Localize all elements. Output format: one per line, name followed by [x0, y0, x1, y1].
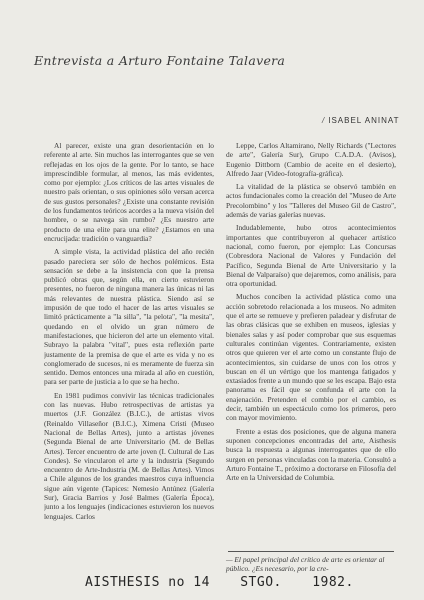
paragraph: Frente a estas dos posiciones, que de alguna manera suponen concepciones encontradas del arte, Aisthesis busca la respuesta a algunas interrogantes que de ello surgen en personas vinculadas con la materia. Consultó a Arturo Fontaine T., próximo a doctorarse en Filosofía del Arte en la Universidad de Columbia. — [226, 426, 396, 483]
handwritten-annotation — [85, 575, 385, 590]
handwritten-year: 1982. — [312, 575, 354, 590]
paragraph: Leppe, Carlos Altamirano, Nelly Richards ("Lectores de arte", Galería Sur), Grupo C.A.D.A. (Avisos), Eugenio Dittborn (Cambio de aceite en el desierto), Alfredo Jaar (Video-fotografía-gráfica). — [226, 141, 396, 178]
paragraph: Muchos conciben la actividad plástica como una acción sobretodo relacionada a los museos. No admiten que el arte se remueve y prefieren paladear y disfrutar de las obras clásicas que se exhiben en museos, iglesias y bienales salas y así poder comprobar que sus esquemas culturales continúan vigentes. Contrariamente, existen otros que quieren ver el arte como un constante flujo de acontecimientos, sin cuidarse de unos con los otros y buscan en él un vértigo que los mantenga fatigados y extasiados frente a un mundo que se les escapa. Bajo esta panorama es fácil que se confunda el arte con la enajenación. Pretenden el combio por el cambio, es decir, también un espectáculo como los primeros, pero con mayor movimiento. — [226, 292, 396, 423]
article-title: Entrevista a Arturo Fontaine Talavera — [34, 53, 286, 68]
quote-divider — [228, 551, 394, 552]
handwritten-city: STGO. — [240, 575, 282, 590]
author-name: ISABEL ANINAT — [328, 116, 400, 125]
left-column — [44, 141, 214, 579]
paragraph: En 1981 pudimos convivir las técnicas tradicionales con las nuevas. Hubo retrospectivas de artistas ya muertos (J.F. González (B.I.C.), de artistas vivos (Reinaldo Villaseñor (B.I.C.), Ximena Cristi (Museo Nacional de Bellas Artes), junto a artistas jóvenes (Segunda Bienal de arte Universitario (M. de Bellas Artes). Tercer encuentro de arte joven (I. Cultural de Las Condes). Se vincularon el arte y la industria (Segundo encuentro de Arte-Industria (M. de Bellas Artes). Vimos a Chile algunos de los grandes maestros cuya influencia sigue aún vigente (Tapices: Nemesio Antúnez (Galería Sur), Gracia Barrios y José Balmes (Galería Época), junto a los lenguajes (indicaciones estuvieron los nuevos lenguajes. Carlos — [44, 390, 214, 521]
handwritten-source: AISTHESIS no 14 — [85, 575, 210, 590]
paragraph: La vitalidad de la plástica se observó también en actos fundacionales como la creación del "Museo de Arte Precolombino" y los "Talleres del Museo Gil de Castro", además de varias galerías nuevas. — [226, 182, 396, 220]
author-byline — [322, 116, 399, 125]
paragraph: A simple vista, la actividad plástica del año recién pasado pareciera ser sólo de hechos polémicos. Esta sensación se debe a la insistencia con que la prensa publicó obras que, según ella, en cierto estuvieron presentes, no fueron de ninguna manera las únicas ni las más relevantes de nuestra plástica. Siendo así se impusión de que todo el hacer de las artes visuales se limitó prácticamente a "la silla", "la pelota", "la mesita", quedando en el olvido un gran número de manifestaciones, que hicieron del arte un elemento vital. Subrayo la palabra "vital", pues esta reflexión parte justamente de la premisa de que el arte es vida y no es conglomerado de sucesos, ni es meramente de fuerza sin sentido. Demos entonces una mirada al año en cuestión, para ser parte de justicia a lo que se ha hecho. — [44, 247, 214, 387]
paragraph: Al parecer, existe una gran desorientación en lo referente al arte. Sin muchos las interrogantes que se ven reflejadas en los ojos de la gente. Por lo tanto, se hace imprescindible formular, al menos, las más evidentes, como por ejemplo: ¿Los críticos de las artes visuales de nuestro país orientan, o sus opiniones sólo versan acerca de sus gustos personales? ¿Existe una constante revisión de los fundamentos teóricos acordes a la nueva visión del hombre, o se navega sin rumbo? ¿Es nuestro arte producto de una elite para una elite? ¿Estamos en una encrucijada: tradición o vanguardia? — [44, 141, 214, 243]
paragraph: Indudablemente, hubo otros acontecimientos importantes que contribuyeron al quehacer artístico nacional, como fueron, por ejemplo: Las Concursas (Cobresdora Nacional de Valores y Fundación del Pacífico, Segunda Bienal de Arte Universitario y la Bienal de Valparaíso) que dejaremos, como análisis, para otra oportunidad. — [226, 223, 396, 289]
right-column — [226, 141, 396, 553]
pull-quote: — El papel principal del crítico de arte es orientar al público. ¿Es necesario, por la cre- — [226, 555, 385, 573]
author-mark: / — [322, 116, 326, 125]
